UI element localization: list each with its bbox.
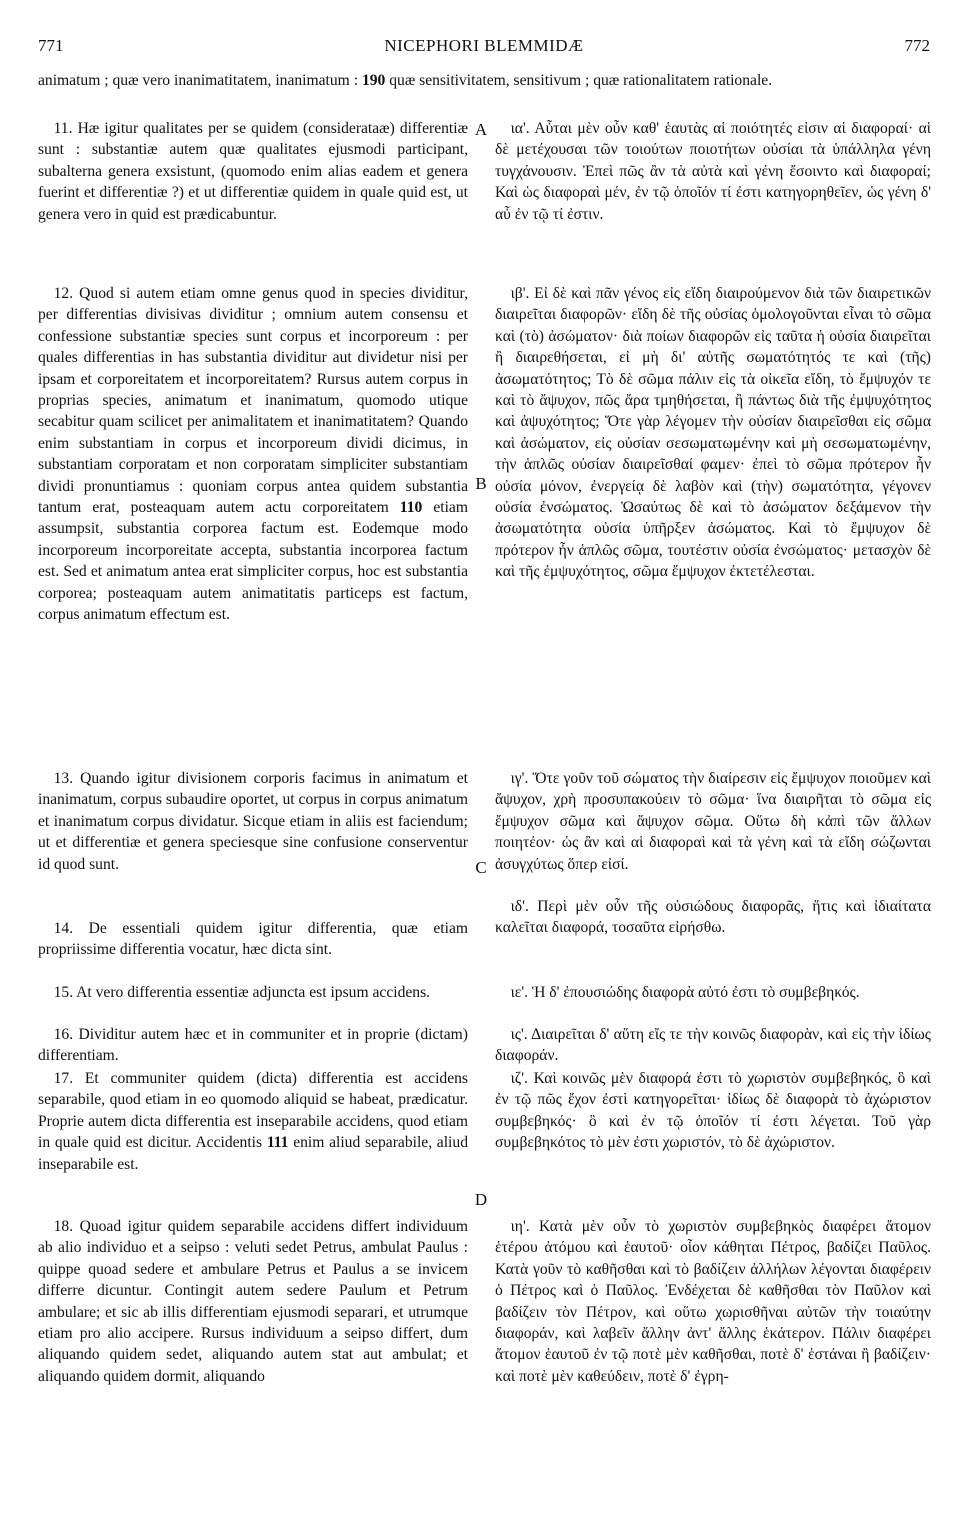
- margin-letter-b: B: [475, 474, 487, 493]
- paragraph-text: Περὶ μὲν οὖν τῆς οὐσιώδους διαφορᾶς, ἥτις καὶ ἰδιαίτατα καλεῖται διαφορά, τοσαῦτα εἰρήσθω.: [495, 898, 931, 937]
- margin-letter-c: C: [475, 858, 487, 877]
- section-number: 12.: [53, 285, 74, 302]
- page-number-right: 772: [904, 36, 930, 55]
- latin-paragraph-15: [38, 982, 468, 1003]
- latin-paragraph-11: [38, 118, 468, 225]
- latin-paragraph-14: [38, 918, 468, 961]
- section-number: ιβ'.: [510, 285, 530, 302]
- continuation-latin: animatum ; quæ vero inanimatitatem, inanimatum :: [38, 72, 359, 89]
- greek-paragraph-15: [495, 982, 931, 1003]
- greek-paragraph-14: [495, 896, 931, 939]
- paragraph-text: De essentiali quidem igitur differentia, quæ etiam propriissime differentia vocatur, hæc dicta sint.: [38, 920, 469, 959]
- column-marker: 190: [361, 72, 386, 89]
- page-number-left: 771: [38, 36, 64, 55]
- section-number: ια'.: [510, 120, 530, 137]
- section-number: 14.: [53, 920, 74, 937]
- section-number: ις'.: [510, 1026, 528, 1043]
- margin-letter-d: D: [474, 1190, 488, 1209]
- continuation-latin-rest: quæ sensitivitatem, sensitivum ; quæ rationalitatem rationale.: [389, 72, 773, 89]
- section-number: ιη'.: [510, 1218, 530, 1235]
- paragraph-text: Dividitur autem hæc et in communiter et in proprie (dictam) differentiam.: [38, 1026, 468, 1065]
- running-title: NICEPHORI BLEMMIDÆ: [384, 36, 584, 55]
- margin-letter-a: A: [474, 120, 488, 139]
- column-marker: 110: [399, 499, 423, 517]
- section-number: 15.: [53, 984, 74, 1001]
- paragraph-text: Διαιρεῖται δ' αὕτη εἴς τε τὴν κοινῶς διαφορὰν, καὶ εἰς τὴν ἰδίως διαφοράν.: [495, 1026, 931, 1065]
- paragraph-text: Αὗται μὲν οὖν καθ' ἑαυτὰς αἱ ποιότητές εἰσιν αἱ διαφοραί· αἱ δὲ μετέχουσαι τῶν τοιούτων ποιοτήτων οὐσίαι τὰ ὑπάλληλα γένη τυγχάνουσιν. Ἐπεὶ πῶς ἂν τὰ αὐτὰ καὶ γένη ἔσοιντο καὶ διαφοραί; Καὶ ὡς διαφοραὶ μέν, ἐν τῷ ὁποῖόν τί ἐστι κατηγορηθεῖεν, ὡς γένη δ' αὖ ἐν τῷ τί ἐστιν.: [495, 120, 931, 223]
- latin-paragraph-18: [38, 1216, 468, 1387]
- section-number: 13.: [53, 770, 74, 787]
- paragraph-text: Καὶ κοινῶς μὲν διαφορά ἐστι τὸ χωριστὸν συμβεβηκός, ὃ καὶ ἐν τῷ πῶς ἔχον ἐστὶ κατηγορεῖται· ἰδίως δὲ διαφορὰ τὸ ἀχώριστον συμβεβηκός· ὃ καὶ ἐν τῷ ὁποῖόν τί ἐστι λέγεται. Τοῦ γὰρ συμβεβηκότος τὸ μὲν ἐστι χωριστόν, τὸ δὲ ἀχώριστον.: [495, 1070, 931, 1152]
- paragraph-text: Εἰ δὲ καὶ πᾶν γένος εἰς εἴδη διαιρούμενον διὰ τῶν διαιρετικῶν διαιρεῖται διαφορῶν· εἴδη δὲ τῆς οὐσίας ὁμολογοῦνται εἶναι τὸ σῶμα καὶ (τὸ) ἀσώματον· διὰ ποίων διαφορῶν εἰς ταῦτα ἡ οὐσία διαιρεῖται ἢ διαιρεθήσεται, εἰ μὴ δι' αὐτῆς σωματότητός τε καὶ (τῆς) ἀσωματότητος; Τὸ δὲ σῶμα πάλιν εἰς τὰ οἰκεῖα εἴδη, τὸ ἔμψυχόν τε καὶ τὸ ἄψυχον, πῶς ἄρα τμηθήσεται, ἢ πάντως διὰ τῆς ἐμψυχότητος καὶ ἀψυχότητος; Ὅτε γὰρ λέγομεν τὴν οὐσίαν διαιρεῖσθαι εἰς σῶμα καὶ ἀσώματον, εἰς οὐσίαν σεσωματωμένην καὶ μὴ σεσωματωμένην, τὴν ἁπλῶς οὐσίαν διαιρεῖσθαί φαμεν· ἐπεὶ τὸ σῶμα πρότερον ἦν οὐσία μόνον, ἐνεργείᾳ δὲ λαβὸν καὶ (τὴν) σωματότητα, γέγονεν οὐσία ἐνσώματος. Ὡσαύτως δὲ καὶ τὸ ἀσώματον δεξάμενον τὴν ἀσωματότητα οὐσία ὑπῆρξεν ἀσώματος. Καὶ τὸ ἔμψυχον δὲ πρότερον ἦν ἁπλῶς σῶμα, τουτέστιν οὐσία ἐνσώματος· μετασχὸν δὲ καὶ τῆς ἐμψυχότητος, σῶμα ἔμψυχον ἐκτετέλεσται.: [495, 285, 931, 581]
- section-number: 11.: [53, 120, 73, 137]
- section-number: ιε'.: [510, 984, 529, 1001]
- continuation-line: [38, 70, 930, 91]
- paragraph-text: Κατὰ μὲν οὖν τὸ χωριστὸν συμβεβηκὸς διαφέρει ἄτομον ἑτέρου ἀτόμου καὶ ἑαυτοῦ· οἷον κάθηται Πέτρος, βαδίζει Παῦλος. Κατὰ γοῦν τὸ καθῆσθαι καὶ τὸ βαδίζειν ἀλλήλων λέγονται διαφέρειν ὁ Πέτρος καὶ ὁ Παῦλος. Ἐνδέχεται δὲ καθῆσθαι τὸν Παῦλον καὶ βαδίζειν τὸν Πέτρον, καὶ οὕτω χωρισθῆναι αὐτῶν τὴν τοιαύτην διαφοράν, καὶ λαβεῖν ἄλλην ἀντ' ἄλλης ἑκάτερον. Πάλιν διαφέρει ἄτομον ἑαυτοῦ ἐν τῷ ποτὲ μὲν καθῆσθαι, ποτὲ δ' ἑστάναι ἢ βαδίζειν· καὶ ποτὲ μὲν καθεύδειν, ποτὲ δ' ἐγρη-: [495, 1218, 931, 1385]
- section-number: 17.: [53, 1070, 74, 1087]
- paragraph-text-cont: enim aliud separabile, aliud inseparabile est.: [38, 1134, 468, 1173]
- column-marker: 111: [266, 1134, 289, 1152]
- paragraph-text-cont: etiam assumpsit, substantia corporea factum est. Eodemque modo incorporeum incorporeitate accepta, substantia incorporea factum est. Sed et animatum antea erat simpliciter corpus, hoc est substantia corporea; posteaquam autem animatitatis particeps est factum, corpus animatum effectum est.: [38, 499, 468, 624]
- paragraph-text: Quod si autem etiam omne genus quod in species dividitur, per differentias divisivas dividitur ; omnium autem consensu et confessione substantiæ species sunt corpus et incorporeum : per quales differentias in has substantia dividitur aut dividetur nisi per ipsam et corporeitatem et incorporeitatem? Rursus autem corpus in proprias species, animatum et inanimatum, quomodo utique secabitur quam scilicet per animalitatem et inanimatitatem? Quando enim substantiam in corpus et incorporeum dividi dicimus, in substantiam corporatam et non corporatam simpliciter substantiam dividi pronuntiamus : quoniam corpus antea quidem substantia tantum erat, posteaquam autem actu corporeitatem: [38, 285, 468, 517]
- paragraph-text: Quoad igitur quidem separabile accidens differt individuum ab alio individuo et a seipso : veluti sedet Petrus, ambulat Paulus : quippe quoad sedere et ambulare Petrus et Paulus a se invicem differre dicuntur. Contingit autem sedere Paulum et Petrum ambulare; et sic ab illis differentiam ejusmodi separari, et utrumque etiam pro alio accipere. Rursus individuum a seipso differt, dum aliquando quidem sedet, aliquando autem stat aut ambulat; et aliquando quidem dormit, aliquando: [38, 1218, 469, 1385]
- section-number: 16.: [53, 1026, 74, 1043]
- latin-paragraph-16: [38, 1024, 468, 1067]
- greek-paragraph-17: [495, 1068, 931, 1154]
- greek-paragraph-11: [495, 118, 931, 225]
- section-number: ιδ'.: [510, 898, 529, 915]
- section-number: ιγ'.: [510, 770, 529, 787]
- section-number: ιζ'.: [510, 1070, 528, 1087]
- paragraph-text: Hæ igitur qualitates per se quidem (considerataæ) differentiæ sunt : substantiæ autem quæ qualitates ejusmodi participant, subalterna genera exsistunt, (quomodo enim alias eadem et genera fuerint et differentiæ ?) et ut differentiæ quidem in quale quid est, ut genera vero in quid est prædicabuntur.: [38, 120, 468, 223]
- paragraph-text: Et communiter quidem (dicta) differentia est accidens separabile, quod etiam in eo quomodo aliquid se habeat, prædicatur. Proprie autem dicta differentia est inseparabile accidens, quod etiam in quale quid est dicitur. Accidentis: [38, 1070, 468, 1152]
- paragraph-text: At vero differentia essentiæ adjuncta est ipsum accidens.: [76, 984, 431, 1001]
- paragraph-text: Ἡ δ' ἐπουσιώδης διαφορὰ αὐτό ἐστι τὸ συμβεβηκός.: [531, 984, 860, 1001]
- latin-paragraph-12: [38, 283, 468, 626]
- paragraph-text: Ὅτε γοῦν τοῦ σώματος τὴν διαίρεσιν εἰς ἔμψυχον ποιοῦμεν καὶ ἄψυχον, χρὴ προσυπακούειν τὸ σῶμα· ἵνα διαιρῆται τὸ σῶμα εἰς ἔμψυχον σῶμα καὶ ἄψυχον σῶμα. Οὕτω δὴ κἀπὶ τῶν ἄλλων ποιητέον· ὡς ἂν καὶ αἱ διαφοραὶ καὶ τὰ γένη καὶ τὰ εἴδη σώζωνται ἀσυγχύτως ὅπερ εἰσί.: [495, 770, 931, 873]
- greek-paragraph-12: [495, 283, 931, 583]
- latin-paragraph-13: [38, 768, 468, 875]
- section-number: 18.: [53, 1218, 74, 1235]
- latin-paragraph-17: [38, 1068, 468, 1175]
- greek-paragraph-16: [495, 1024, 931, 1067]
- greek-paragraph-18: [495, 1216, 931, 1387]
- greek-paragraph-13: [495, 768, 931, 875]
- running-header: [38, 36, 930, 60]
- paragraph-text: Quando igitur divisionem corporis facimus in animatum et inanimatum, corpus subaudire oportet, ut corpus in corpus animatum et inanimatum corpus dividatur. Sicque etiam in aliis est faciendum; ut et differentiæ et genera speciesque sine confusione conserventur id quod sunt.: [38, 770, 468, 873]
